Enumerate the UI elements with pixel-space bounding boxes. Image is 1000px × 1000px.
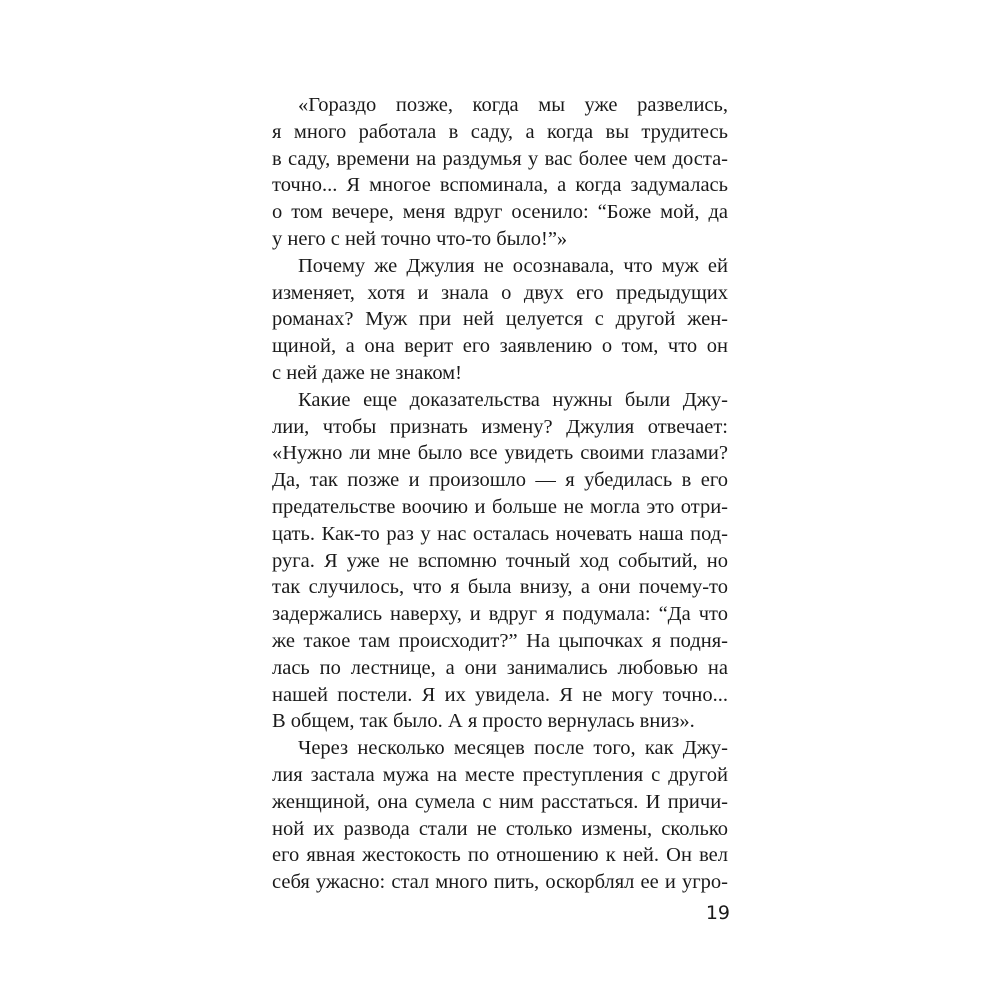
text-line: романах? Муж при ней целуется с другой жен-	[272, 308, 728, 331]
text-line: руга. Я уже не вспомню точный ход событий, но	[272, 549, 728, 572]
text-line: цать. Как-то раз у нас осталась ночевать наша под-	[272, 522, 728, 545]
text-line: женщиной, она сумела с ним расстаться. И причи-	[272, 790, 728, 813]
text-line: с ней даже не знаком!	[272, 361, 462, 384]
text-line: задержались наверху, и вдруг я подумала: “Да что	[272, 603, 728, 626]
text-line: предательстве воочию и больше не могла это отри-	[272, 495, 728, 518]
text-line: изменяет, хотя и знала о двух его предыдущих	[272, 281, 728, 304]
text-line: Через несколько месяцев после того, как Джу-	[298, 737, 728, 760]
text-line: «Нужно ли мне было все увидеть своими глазами?	[272, 442, 728, 465]
text-line: же такое там происходит?” На цыпочках я подня-	[272, 629, 728, 652]
text-line: я много работала в саду, а когда вы трудитесь	[272, 120, 728, 143]
page-number: 19	[705, 902, 730, 924]
text-line: нашей постели. Я их увидела. Я не могу точно...	[272, 683, 728, 706]
text-line: в саду, времени на раздумья у вас более чем доста-	[272, 147, 728, 170]
text-line: его явная жестокость по отношению к ней. Он вел	[272, 844, 728, 867]
text-line: себя ужасно: стал много пить, оскорблял ее и угро-	[272, 871, 728, 894]
text-line: лии, чтобы признать измену? Джулия отвечает:	[272, 415, 728, 438]
text-line: ной их развода стали не столько измены, сколько	[272, 817, 728, 840]
text-line: так случилось, что я была внизу, а они почему-то	[272, 576, 728, 599]
body-text	[272, 92, 728, 896]
text-line: точно... Я многое вспоминала, а когда задумалась	[272, 174, 728, 197]
text-line: о том вечере, меня вдруг осенило: “Боже мой, да	[272, 201, 728, 224]
text-line: В общем, так было. А я просто вернулась вниз».	[272, 710, 695, 733]
text-line: Какие еще доказательства нужны были Джу-	[298, 388, 728, 411]
text-line: у него с ней точно что-то было!”»	[272, 227, 568, 250]
text-line: лия застала мужа на месте преступления с другой	[272, 763, 728, 786]
text-line: лась по лестнице, а они занимались любовью на	[272, 656, 728, 679]
text-line: Почему же Джулия не осознавала, что муж ей	[298, 254, 728, 277]
text-line: «Гораздо позже, когда мы уже развелись,	[298, 94, 728, 116]
text-line: щиной, а она верит его заявлению о том, что он	[272, 335, 728, 358]
text-line: Да, так позже и произошло — я убедилась в его	[272, 469, 728, 492]
